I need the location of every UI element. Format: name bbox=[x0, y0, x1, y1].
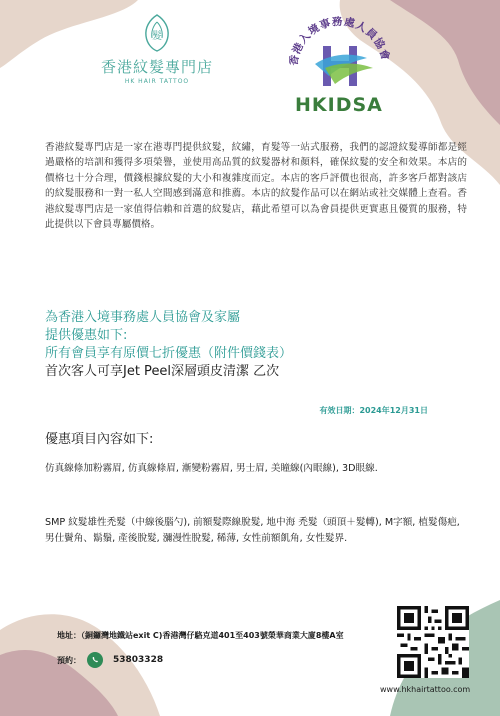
hkidsa-logo bbox=[285, 6, 395, 121]
offer-block bbox=[45, 309, 465, 381]
qr-code[interactable] bbox=[397, 606, 469, 678]
logo-arc-text: 香港入境事務處人員協會 bbox=[287, 15, 392, 67]
whatsapp-icon bbox=[87, 652, 103, 668]
hair-mark-icon bbox=[137, 12, 177, 54]
booking-label: 預約： bbox=[57, 655, 81, 665]
booking-row bbox=[57, 652, 163, 668]
hkidsa-emblem bbox=[285, 6, 395, 96]
offer-line-2: 提供優惠如下: bbox=[45, 328, 128, 343]
offer-line-4: 首次客人可享Jet Peel深層頭皮清潔 乙次 bbox=[45, 364, 280, 379]
website-link[interactable]: www.hkhairtattoo.com bbox=[380, 685, 471, 694]
phone-number[interactable]: 53803328 bbox=[113, 655, 164, 665]
address: 地址：（銅鑼灣地鐵站exit C)香港灣仔駱克道401至403號榮華商業大廈8樓A室 bbox=[57, 631, 344, 640]
offer-line-3: 所有會員享有原價七折優惠（附件價錢表） bbox=[45, 346, 293, 361]
section-title: 優惠項目內容如下: bbox=[45, 432, 154, 447]
logo-abbreviation: HKIDSA bbox=[295, 94, 383, 116]
logo-subtitle: HK HAIR TATTOO bbox=[124, 78, 190, 85]
offer-line-1: 為香港入境事務處人員協會及家屬 bbox=[45, 310, 241, 325]
hk-hair-tattoo-logo bbox=[92, 12, 222, 85]
service-list-smp: SMP 紋髮雄性禿髮（中線後腦勺), 前額髮際線脫髮, 地中海 禿髮（頭頂＋髮轉), M字額, 植髮傷疤, 男仕鬢角、鬍鬚, 產後脫髮, 瀰漫性脫髮, 稀薄, 女性前額飢角, 女性髮界. bbox=[45, 517, 460, 544]
validity-date: 有效日期：2024年12月31日 bbox=[319, 406, 428, 415]
logo-name: 香港紋髮專門店 bbox=[100, 58, 213, 76]
service-list-eyebrow: 仿真線條加粉霧眉, 仿真線條眉, 漸變粉霧眉, 男士眉, 美瞳線(內眼線), 3D眼線. bbox=[45, 463, 378, 474]
intro-paragraph: 香港紋髮專門店是一家在港專門提供紋髮，紋繡，育髮等一站式服務，我們的認證紋髮導師都是經過嚴格的培訓和獲得多項榮譽，並使用高品質的紋髮器材和顏料，確保紋髮的安全和效果。本店的價格乜十分合理，價錢根據紋髮的大小和複雜度而定。本店的客戶評價也很高，許多客戶都對該店的紋髮服務和一對一私人空間感到滿意和推薦。本店的紋髮作品可以在網站或社交媒體上查看。香港紋髮專門店是一家值得信賴和首選的紋髮店，藉此希望可以為會員提供更實惠且優質的服務，特此提供以下會員專屬價格。 bbox=[45, 142, 467, 231]
svg-text:髮: 髮 bbox=[152, 31, 162, 42]
